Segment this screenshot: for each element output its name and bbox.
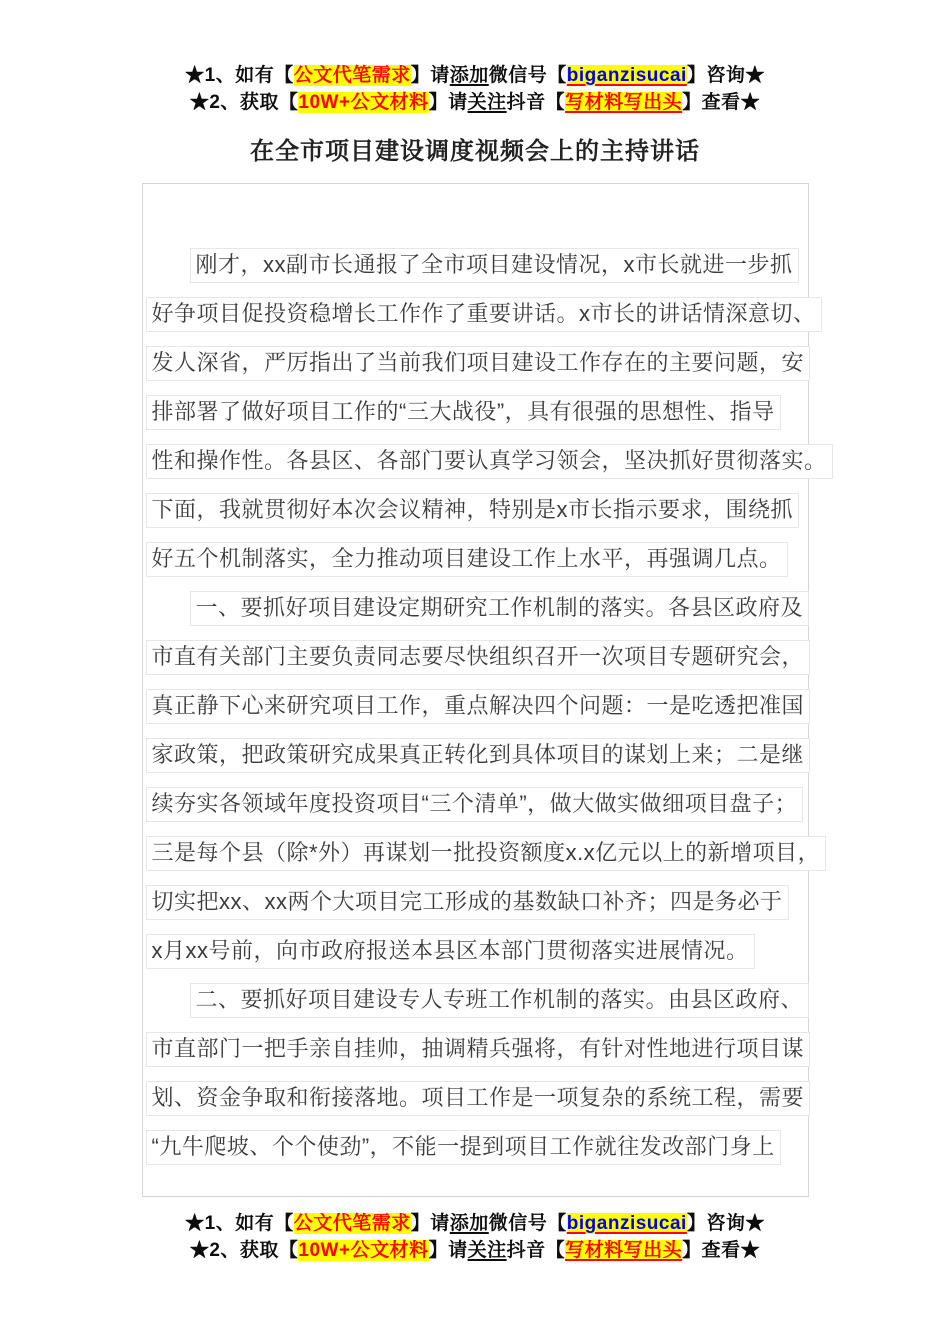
text-line [146,444,827,493]
promo-header [0,0,950,116]
text-line [146,297,816,346]
text-line-content: 划、资金争取和衔接落地。项目工作是一项复杂的系统工程，需要 [146,1081,811,1116]
promo-line-2 [0,1237,950,1264]
text-line [146,1081,808,1130]
promo-text: ★1、如有【 [185,1213,294,1234]
text-line-content: 性和操作性。各县区、各部门要认真学习领会，坚决抓好贯彻落实。 [146,444,833,479]
promo-text: 】查看★ [682,1240,761,1261]
promo-highlight-materials: 10W+公文材料 [298,1240,429,1261]
promo-text: 】咨询★ [686,65,765,86]
text-line [146,346,808,395]
text-line [146,983,808,1032]
text-line [146,689,808,738]
promo-underline-add: 添加 [449,1213,489,1234]
text-line-content: 家政策，把政策研究成果真正转化到具体项目的谋划上来；二是继 [146,738,811,773]
text-line-content: 切实把xx、xx两个大项目完工形成的基数缺口补齐；四是务必于 [146,885,789,920]
promo-text: 抖音【 [506,92,566,113]
text-line-content: 发人深省，严厉指出了当前我们项目建设工作存在的主要问题，安 [146,346,811,381]
promo-underline-follow: 关注 [467,1240,507,1261]
text-line [146,787,808,836]
text-line-content: 真正静下心来研究项目工作，重点解决四个问题：一是吃透把准国 [146,689,811,724]
promo-text: ★2、获取【 [189,92,299,113]
text-line [146,1032,808,1081]
text-line [146,542,808,591]
text-line [146,934,808,983]
promo-highlight-materials: 10W+公文材料 [298,92,429,113]
promo-line-2 [0,89,950,116]
text-line-content: 刚才，xx副市长通报了全市项目建设情况，x市长就进一步抓 [190,248,799,283]
promo-highlight-writing-service: 公文代笔需求 [293,1213,411,1234]
text-line-content: 市直部门一把手亲自挂帅，抽调精兵强将，有针对性地进行项目谋 [146,1032,811,1067]
page-title: 在全市项目建设调度视频会上的主持讲话 [250,138,700,165]
text-line-content: 一、要抓好项目建设定期研究工作机制的落实。各县区政府及 [190,591,810,626]
text-line-content: 二、要抓好项目建设专人专班工作机制的落实。由县区政府、 [190,983,810,1018]
text-line-content: 好争项目促投资稳增长工作作了重要讲话。x市长的讲话情深意切、 [146,297,822,332]
promo-text: 】咨询★ [686,1213,765,1234]
text-line [146,493,808,542]
text-line [146,885,808,934]
document-page [142,183,827,1197]
promo-underline-follow: 关注 [467,92,507,113]
promo-underline-add: 添加 [449,65,489,86]
text-line-content: 好五个机制落实，全力推动项目建设工作上水平，再强调几点。 [146,542,788,577]
promo-text: 抖音【 [506,1240,566,1261]
text-line-content: 下面，我就贯彻好本次会议精神，特别是x市长指示要求，围绕抓 [146,493,800,528]
promo-text: 】请 [428,1240,468,1261]
text-line-content: “九牛爬坡、个个使劲”，不能一提到项目工作就往发改部门身上 [146,1130,781,1165]
text-line [146,395,808,444]
promo-text: 微信号【 [488,1213,567,1234]
promo-text: 微信号【 [488,65,567,86]
wechat-account-link[interactable]: biganzisucai [566,65,687,86]
douyin-account-link[interactable]: 写材料写出头 [565,1240,683,1261]
text-line-content: 市直有关部门主要负责同志要尽快组织召开一次项目专题研究会， [146,640,811,675]
text-line [146,248,808,297]
document-lines [146,248,827,1179]
promo-text: 】请 [410,65,450,86]
text-line [146,591,808,640]
wechat-account-link[interactable]: biganzisucai [566,1213,687,1234]
text-line-content: 排部署了做好项目工作的“三大战役”，具有很强的思想性、指导 [146,395,781,430]
promo-text: 】查看★ [682,92,761,113]
text-line [146,640,808,689]
promo-line-1 [0,62,950,89]
promo-line-1 [0,1210,950,1237]
promo-highlight-writing-service: 公文代笔需求 [293,65,411,86]
promo-text: ★1、如有【 [185,65,294,86]
text-line [146,738,808,787]
text-line-content: x月xx号前，向市政府报送本县区本部门贯彻落实进展情况。 [146,934,755,969]
text-line [146,1130,808,1179]
promo-text: 】请 [428,92,468,113]
promo-text: 】请 [410,1213,450,1234]
douyin-account-link[interactable]: 写材料写出头 [565,92,683,113]
promo-text: ★2、获取【 [189,1240,299,1261]
text-line-content: 续夯实各领域年度投资项目“三个清单”，做大做实做细项目盘子； [146,787,804,822]
promo-footer [0,1197,950,1264]
text-line-content: 三是每个县（除*外）再谋划一批投资额度x.x亿元以上的新增项目， [146,836,827,871]
text-line [146,836,821,885]
